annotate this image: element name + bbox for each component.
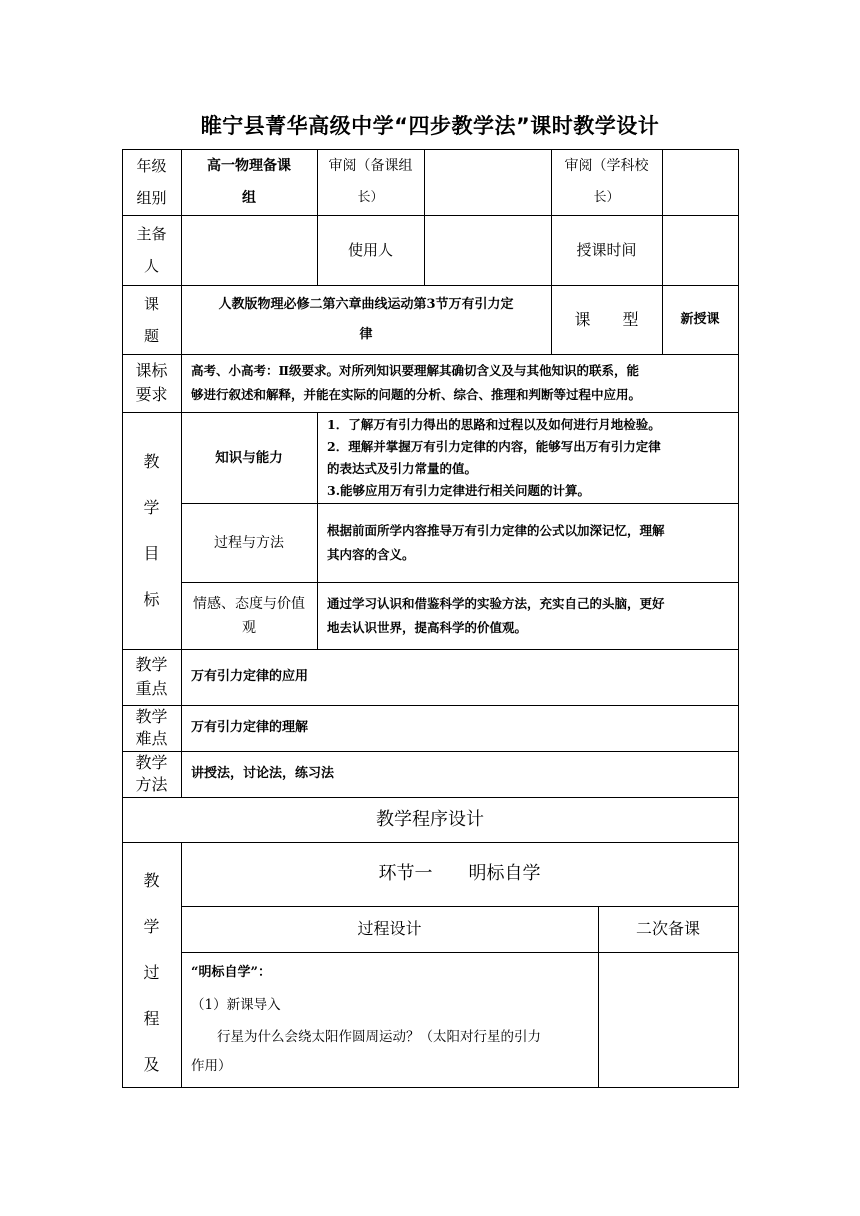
knowledge-line: 2．理解并掌握万有引力定律的内容，能够写出万有引力定律 bbox=[327, 438, 661, 454]
emotion-label-line2: 观 bbox=[242, 619, 256, 636]
content-line: “明标自学”： bbox=[191, 965, 271, 980]
difficulty-label bbox=[122, 705, 181, 751]
difficulty-label-line2: 难点 bbox=[135, 729, 168, 748]
teaching-method-value: 讲授法，讨论法，练习法 bbox=[191, 766, 335, 781]
procedure-side-char: 及 bbox=[143, 1055, 160, 1074]
topic-value-line1: 人教版物理必修二第六章曲线运动第3节万有引力定 bbox=[218, 296, 514, 312]
difficulty-label-line1: 教学 bbox=[135, 707, 168, 726]
topic-label-line2: 题 bbox=[143, 326, 159, 345]
process-method-content bbox=[317, 503, 738, 582]
grade-label-line1: 年级 bbox=[136, 157, 167, 175]
lesson-type-label: 课 型 bbox=[574, 309, 639, 329]
lesson-type-value: 新授课 bbox=[680, 311, 720, 327]
user-value bbox=[424, 215, 551, 285]
topic-label-line1: 课 bbox=[143, 294, 159, 313]
user-label: 使用人 bbox=[347, 241, 393, 259]
preparer-value bbox=[181, 215, 317, 285]
preparer-label-line2: 人 bbox=[143, 257, 159, 275]
topic-value-line2: 律 bbox=[359, 326, 373, 342]
review1-label-line1: 审阅（备课组 bbox=[328, 158, 413, 174]
process-method-label: 过程与方法 bbox=[214, 534, 284, 551]
knowledge-line: 3.能够应用万有引力定律进行相关问题的计算。 bbox=[327, 482, 591, 498]
procedure-side-char: 程 bbox=[143, 1009, 160, 1028]
grade-group-label bbox=[122, 149, 181, 215]
preparer-label bbox=[122, 215, 181, 285]
difficulty-value: 万有引力定律的理解 bbox=[191, 720, 309, 735]
knowledge-line: 的表达式及引力常量的值。 bbox=[327, 460, 478, 476]
grade-value-line2: 组 bbox=[242, 190, 256, 206]
procedure-side-char: 学 bbox=[143, 917, 160, 936]
process-design-header: 过程设计 bbox=[357, 919, 422, 938]
second-prep-content bbox=[598, 952, 738, 1087]
teaching-time-value bbox=[662, 215, 738, 285]
objectives-label-char: 目 bbox=[143, 543, 160, 563]
objectives-label bbox=[122, 412, 181, 649]
process-line: 根据前面所学内容推导万有引力定律的公式以加深记忆，理解 bbox=[327, 522, 665, 538]
emotion-line: 通过学习认识和借鉴科学的实验方法，充实自己的头脑，更好 bbox=[327, 595, 665, 611]
standard-label-line2: 要求 bbox=[135, 385, 168, 404]
review-subject-leader-label bbox=[551, 149, 662, 215]
review-group-leader-value bbox=[424, 149, 551, 215]
standard-label-line1: 课标 bbox=[135, 361, 168, 380]
review2-label-line2: 长） bbox=[593, 190, 620, 205]
key-label-line2: 重点 bbox=[135, 679, 168, 698]
standard-value-line2: 够进行叙述和解释，并能在实际的问题的分析、综合、推理和判断等过程中应用。 bbox=[191, 387, 642, 402]
method-label-line2: 方法 bbox=[135, 775, 168, 794]
standard-value-line1: 高考、小高考：Ⅱ级要求。对所列知识要理解其确切含义及与其他知识的联系，能 bbox=[191, 363, 640, 378]
topic-label bbox=[122, 285, 181, 354]
review2-label-line1: 审阅（学科校 bbox=[564, 158, 649, 174]
process-design-content bbox=[181, 952, 598, 1087]
teaching-method-label bbox=[122, 751, 181, 797]
page-title: 睢宁县菁华高级中学“四步教学法”课时教学设计 bbox=[200, 114, 660, 138]
second-prep-header: 二次备课 bbox=[635, 919, 700, 938]
standard-label bbox=[122, 354, 181, 412]
objectives-label-char: 教 bbox=[143, 451, 160, 471]
review-group-leader-label bbox=[317, 149, 424, 215]
emotion-values-content bbox=[317, 582, 738, 649]
method-label-line1: 教学 bbox=[135, 753, 168, 772]
objectives-label-char: 标 bbox=[143, 589, 160, 609]
teaching-time-label: 授课时间 bbox=[576, 241, 637, 259]
content-line: （1）新课导入 bbox=[191, 997, 281, 1013]
procedure-section-title: 教学程序设计 bbox=[376, 808, 484, 830]
emotion-values-label bbox=[181, 582, 317, 649]
emotion-line: 地去认识世界，提高科学的价值观。 bbox=[327, 619, 528, 635]
review1-label-line2: 长） bbox=[357, 190, 384, 205]
key-point-label bbox=[122, 649, 181, 705]
key-label-line1: 教学 bbox=[135, 655, 168, 674]
objectives-label-char: 学 bbox=[143, 497, 160, 517]
standard-value bbox=[181, 354, 738, 412]
knowledge-ability-label: 知识与能力 bbox=[215, 449, 283, 466]
grade-value-line1: 高一物理备课 bbox=[207, 158, 291, 174]
preparer-label-line1: 主备 bbox=[136, 225, 167, 243]
emotion-label-line1: 情感、态度与价值 bbox=[193, 595, 305, 612]
procedure-side-label bbox=[122, 842, 181, 1087]
procedure-side-char: 过 bbox=[143, 963, 160, 982]
knowledge-ability-content bbox=[317, 412, 738, 503]
content-line: 行星为什么会绕太阳作圆周运动？（太阳对行星的引力 bbox=[217, 1029, 541, 1045]
table-rule bbox=[122, 1087, 739, 1088]
grade-group-value bbox=[181, 149, 317, 215]
procedure-side-char: 教 bbox=[143, 871, 160, 890]
knowledge-line: 1．了解万有引力得出的思路和过程以及如何进行月地检验。 bbox=[327, 416, 661, 432]
content-line: 作用） bbox=[191, 1058, 232, 1074]
review-subject-leader-value bbox=[662, 149, 738, 215]
step-title: 环节一 明标自学 bbox=[378, 863, 541, 884]
table-rule bbox=[738, 149, 739, 1088]
topic-value bbox=[181, 285, 551, 354]
process-line: 其内容的含义。 bbox=[327, 546, 415, 562]
grade-label-line2: 组别 bbox=[136, 189, 167, 207]
key-point-value: 万有引力定律的应用 bbox=[191, 669, 309, 684]
